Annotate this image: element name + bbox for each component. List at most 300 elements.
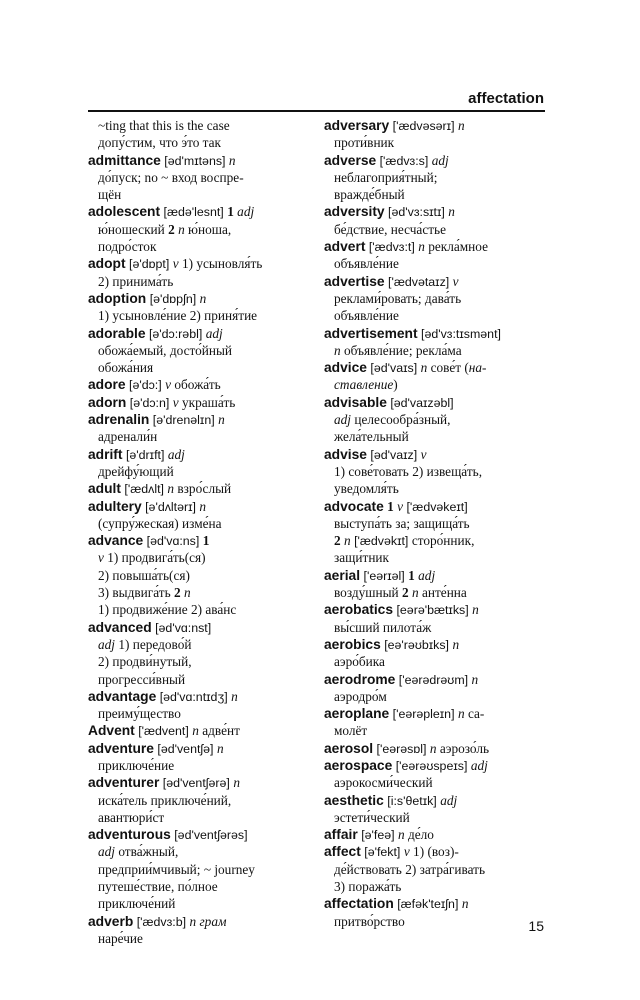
dictionary-line [324,359,546,376]
grammar-label: n [334,342,341,358]
headword: advanced [88,619,152,635]
definition-text: молёт [334,723,368,739]
dictionary-line [324,774,546,791]
headword: affectation [324,896,394,912]
sense-number: 1 [202,533,210,549]
grammar-label: n [180,585,191,601]
dictionary-line [324,428,546,445]
dictionary-line [88,930,310,947]
sense-number: 2 [173,585,181,601]
transcription: [əd'vɜ:tɪsmənt] [417,326,501,341]
dictionary-line [324,705,546,722]
dictionary-line [88,792,310,809]
definition-text: де́ло [404,827,434,843]
grammar-label: v [393,498,404,514]
dictionary-line [88,255,310,272]
definition-text: 1) передово́й [115,636,192,652]
dictionary-line [88,394,310,411]
headword: affair [324,827,358,843]
definition-text: бе́дствие, несча́стье [334,221,446,237]
grammar-label: adj [470,757,488,773]
grammar-label: v [403,844,410,860]
grammar-label: v [98,550,104,566]
dictionary-line [88,515,310,532]
transcription: [ə'feə] [357,828,399,843]
dictionary-line [88,273,310,290]
grammar-label: n [457,118,465,133]
dictionary-line [324,273,546,290]
dictionary-line [88,878,310,895]
definition-text: аэро́бика [334,654,385,670]
headword: adversity [324,204,385,220]
dictionary-line [324,549,546,566]
transcription: ['eərɪəl] [360,568,409,583]
transcription: ['ædvəkɪt] [350,534,412,549]
dictionary-line [324,463,546,480]
dictionary-line [324,342,546,359]
definition-text: наре́чие [98,930,143,946]
grammar-label: n [340,533,351,549]
dictionary-line [88,117,310,134]
headword: adoption [88,290,147,306]
dictionary-line [88,567,310,584]
dictionary-line [324,134,546,151]
dictionary-line [324,567,546,584]
transcription: [əd'vaɪz] [366,447,421,462]
headword: aeroplane [324,706,390,722]
dictionary-line [324,169,546,186]
headword: advise [324,446,367,462]
dictionary-line [324,740,546,757]
dictionary-line [324,757,546,774]
sense-number: 2 [168,221,175,237]
transcription: [əd'vɑ:ns] [143,534,203,549]
transcription: ['ædvəsərɪ] [389,119,458,133]
transcription: [əd'mɪtəns] [160,153,229,168]
definition-text: обожа́емый, досто́йный [98,342,233,358]
dictionary-column-left [88,117,310,947]
headword: adventure [88,740,154,756]
definition-text: рекла́мное [424,239,489,255]
headword: adult [88,481,121,497]
grammar-label: n [398,827,405,843]
definition-text: целесообра́зный, [351,412,451,428]
definition-text: (супру́жеская) изме́на [98,515,222,531]
definition-text: проти́вник [334,135,395,151]
definition-text: реклами́ровать; дава́ть [334,290,462,306]
transcription: [əd'ventʃə] [153,741,217,756]
dictionary-line [88,774,310,791]
definition-text: 2) повыша́ть(ся) [98,567,190,583]
dictionary-line [324,809,546,826]
grammar-label: adj [205,325,223,341]
definition-text: подро́сток [98,239,157,255]
transcription: ['eərədrəʊm] [395,672,472,687]
grammar-label: n [174,221,185,237]
transcription: ['eərəpleɪn] [389,707,458,722]
definition-text: неблагоприя́тный; [334,169,438,185]
headword: adultery [88,498,142,514]
dictionary-line [88,653,310,670]
transcription: [ə'dʌltərɪ] [141,499,200,514]
headword: Advent [88,723,135,739]
dictionary-line [88,428,310,445]
headword: adventurous [88,827,171,843]
transcription: [ə'dɒpʃn] [146,291,200,306]
transcription: [əd'vɑ:ntɪdʒ] [156,689,232,704]
transcription: [əd'vaɪzəbl] [386,395,454,410]
dictionary-line [324,480,546,497]
grammar-label: n [231,688,238,704]
grammar-label: adj [334,412,351,428]
dictionary-line [324,255,546,272]
definition-text: возду́шный [334,585,402,601]
dictionary-line [324,325,546,342]
dictionary-line [324,636,546,653]
grammar-label: ставление [334,377,394,393]
grammar-label: n [418,239,425,255]
headword: admittance [88,152,161,168]
dictionary-line [88,549,310,566]
grammar-label: n [216,740,224,756]
grammar-label: v [172,394,179,410]
dictionary-line [88,757,310,774]
grammar-label: n [457,706,465,722]
dictionary-line [324,307,546,324]
definition-text: иска́тель приключе́ний, [98,792,232,808]
dictionary-line [88,134,310,151]
definition-text: объявле́ние [334,308,399,324]
grammar-label: n [408,585,419,601]
transcription: ['ædʌlt] [120,482,168,497]
grammar-label: v [165,377,172,393]
definition-text: сторо́нник, [411,533,475,549]
headword: advantage [88,688,157,704]
dictionary-line [88,740,310,757]
definition-text: отва́жный, [115,844,179,860]
definition-text: приключе́ние [98,757,175,773]
headword: adversary [324,118,390,133]
definition-text: щён [98,187,122,203]
dictionary-line [88,913,310,930]
grammar-label: n [167,481,175,497]
dictionary-line [324,843,546,860]
headword: advert [324,239,366,255]
dictionary-line [324,117,546,134]
dictionary-line [324,671,546,688]
definition-text: допу́стим, что э́то так [98,135,222,151]
dictionary-line [88,480,310,497]
dictionary-line [324,861,546,878]
definition-text: 3) выдвига́ть [98,585,174,601]
definition-text: адве́нт [198,723,240,739]
definition-text: объявле́ние; рекла́ма [340,342,462,358]
headword: affect [324,844,361,860]
headword: advice [324,360,367,376]
header-rule [88,110,545,112]
headword: aerosol [324,740,374,756]
headword: aerial [324,567,361,583]
dictionary-line [324,619,546,636]
dictionary-line [324,446,546,463]
definition-text: взро́слый [174,481,232,497]
dictionary-line [88,601,310,618]
dictionary-line [324,411,546,428]
dictionary-line [324,515,546,532]
grammar-label: n грам [189,913,227,929]
definition-text: украша́ть [178,394,236,410]
headword: adore [88,377,126,393]
dictionary-line [324,688,546,705]
headword: adventurer [88,775,160,791]
sense-number: 1 [408,567,415,583]
dictionary-line [324,532,546,549]
grammar-label: n [192,723,199,739]
definition-text: объявле́ние [334,256,399,272]
transcription: [əd'vɜ:sɪtɪ] [384,205,449,220]
transcription: ['ædvɜ:t] [365,240,419,255]
dictionary-line [88,411,310,428]
dictionary-line [88,498,310,515]
definition-text: анте́нна [418,585,467,601]
definition-text: уведомля́ть [334,481,399,497]
headword: advisable [324,394,387,410]
transcription: [eərə'bætɪks] [393,603,473,618]
grammar-label: n [472,602,479,618]
grammar-label: adj [167,446,185,462]
grammar-label: adj [440,792,458,808]
transcription: [əd'vaɪs] [366,361,421,376]
definition-text: жела́тельный [334,429,409,445]
grammar-label: n [233,775,240,791]
definition-text: 1) сове́товать 2) извеща́ть, [334,463,483,479]
headword: aerobics [324,636,381,652]
grammar-label: n [452,636,460,652]
dictionary-line [88,843,310,860]
dictionary-column-right [324,117,546,930]
grammar-label: n [461,896,469,912]
dictionary-line [88,152,310,169]
dictionary-line [324,653,546,670]
headword: adrenalin [88,412,150,428]
headword: advertise [324,273,385,289]
definition-text: 1) (воз)- [409,844,459,860]
sense-number: 1 [227,204,234,220]
dictionary-line [88,307,310,324]
definition-text: путеше́ствие, по́лное [98,879,218,895]
definition-text: 1) усыновле́ние 2) приня́тие [98,308,258,324]
definition-text: вы́сший пилота́ж [334,619,432,635]
dictionary-line [88,705,310,722]
transcription: [æfək'teɪʃn] [393,897,462,912]
headword: adverb [88,913,134,929]
dictionary-line [324,878,546,895]
dictionary-line [88,861,310,878]
grammar-label: на- [468,360,487,376]
grammar-label: adj [233,204,255,220]
dictionary-line [88,238,310,255]
definition-text: 1) усыновля́ть [178,256,263,272]
dictionary-line [324,601,546,618]
dictionary-line [88,463,310,480]
dictionary-line [88,636,310,653]
definition-text: до́пуск; no ~ вход воспре- [98,169,244,185]
headword: aesthetic [324,792,384,808]
grammar-label: adj [98,636,115,652]
headword: advertisement [324,325,418,341]
dictionary-line [324,722,546,739]
dictionary-line [88,221,310,238]
definition-text: аэрозо́ль [436,740,490,756]
dictionary-line [324,584,546,601]
headword: adorable [88,325,146,341]
grammar-label: n [448,204,455,220]
definition-text: де́йствовать 2) затра́гивать [334,861,486,877]
dictionary-line [88,446,310,463]
grammar-label: adj [414,567,436,583]
definition-text: аэрокосми́ческий [334,775,433,791]
dictionary-line [324,826,546,843]
grammar-label: v [452,273,459,289]
transcription: [i:s'θetɪk] [383,793,441,808]
grammar-label: n [199,498,207,514]
definition-text: прогресси́вный [98,671,186,687]
definition-text: обожа́ния [98,360,154,376]
definition-text: эстети́ческий [334,809,410,825]
grammar-label: adj [98,844,115,860]
definition-text: предприи́мчивый; ~ journey [98,861,255,877]
dictionary-line [324,152,546,169]
definition-text: ~ting that this is the case [98,118,230,133]
dictionary-line [88,895,310,912]
definition-text: ю́ношеский [98,221,169,237]
dictionary-line [88,203,310,220]
dictionary-line [324,394,546,411]
headword: adrift [88,446,123,462]
grammar-label: n [218,412,225,428]
grammar-label: v [172,256,179,272]
dictionary-line [88,826,310,843]
definition-text: адренали́н [98,429,158,445]
definition-text: обожа́ть [171,377,221,393]
definition-text: авантюри́ст [98,809,165,825]
transcription: [ə'dɔ:] [125,378,166,393]
definition-text: сове́т ( [427,360,469,376]
dictionary-line [324,221,546,238]
definition-text: выступа́ть за; защища́ть [334,515,470,531]
transcription: ['ædvɜ:s] [376,153,432,168]
headword: aerodrome [324,671,396,687]
transcription: [ə'dɔ:rəbl] [145,326,206,341]
definition-text: 2) продви́нутый, [98,654,192,670]
definition-text: 2) принима́ть [98,273,174,289]
headword: aerobatics [324,602,394,618]
dictionary-line [324,792,546,809]
headword: adorn [88,394,127,410]
transcription: ['ædvɜ:b] [133,914,190,929]
transcription: ['ædvəkeɪt] [403,499,468,514]
definition-text: аэродро́м [334,688,387,704]
sense-number: 2 [402,585,409,601]
transcription: [ə'dɒpt] [125,257,173,272]
transcription: [ædə'lesnt] [160,205,228,220]
headword: adverse [324,152,377,168]
definition-text: защи́тник [334,550,390,566]
definition-text: приключе́ний [98,896,176,912]
dictionary-line [88,688,310,705]
grammar-label: n [228,152,236,168]
definition-text: ) [393,377,398,393]
dictionary-line [88,186,310,203]
sense-number: 1 [387,498,394,514]
dictionary-line [88,532,310,549]
headword: advance [88,533,144,549]
dictionary-line [324,290,546,307]
dictionary-line [88,671,310,688]
grammar-label: n [471,671,479,687]
definition-text: дрейфу́ющий [98,463,174,479]
grammar-label: n [199,290,207,306]
definition-text: вражде́бный [334,187,405,203]
definition-text: 1) продвига́ть(ся) [103,550,206,566]
transcription: ['ædvent] [134,724,193,739]
dictionary-line [88,809,310,826]
transcription: [eə'rəʊbɪks] [380,637,453,652]
dictionary-line [88,722,310,739]
transcription: [ə'drɪft] [122,447,168,462]
dictionary-line [88,376,310,393]
transcription: [ə'drenəlɪn] [149,413,219,428]
dictionary-line [88,290,310,307]
page-number: 15 [528,918,544,934]
transcription: [əd'ventʃərəs] [170,828,248,843]
dictionary-line [324,203,546,220]
dictionary-line [88,584,310,601]
transcription: ['ædvətaɪz] [384,274,453,289]
transcription: [ə'dɔ:n] [126,395,173,410]
headword: advocate [324,498,384,514]
transcription: ['eərəsɒl] [373,741,430,756]
dictionary-line [324,376,546,393]
headword: adolescent [88,204,161,220]
transcription: [əd'vɑ:nst] [151,620,212,635]
definition-text: са- [464,706,485,722]
definition-text: преиму́щество [98,706,181,722]
dictionary-line [88,359,310,376]
grammar-label: v [420,446,427,462]
transcription: ['eərəʊspeɪs] [392,758,471,773]
headword: aerospace [324,757,393,773]
dictionary-line [324,895,546,912]
dictionary-line [324,913,546,930]
dictionary-line [88,325,310,342]
definition-text: 3) поража́ть [334,879,402,895]
dictionary-line [88,619,310,636]
headword: adopt [88,256,126,272]
definition-text: ю́ноша, [184,221,232,237]
grammar-label: n [420,360,428,376]
grammar-label: adj [431,152,449,168]
dictionary-line [324,186,546,203]
sense-number: 2 [334,533,341,549]
transcription: [ə'fekt] [360,845,404,860]
transcription: [əd'ventʃərə] [159,776,234,791]
dictionary-line [88,342,310,359]
dictionary-line [324,238,546,255]
grammar-label: n [429,740,437,756]
dictionary-line [324,498,546,515]
running-head: affectation [468,90,544,107]
